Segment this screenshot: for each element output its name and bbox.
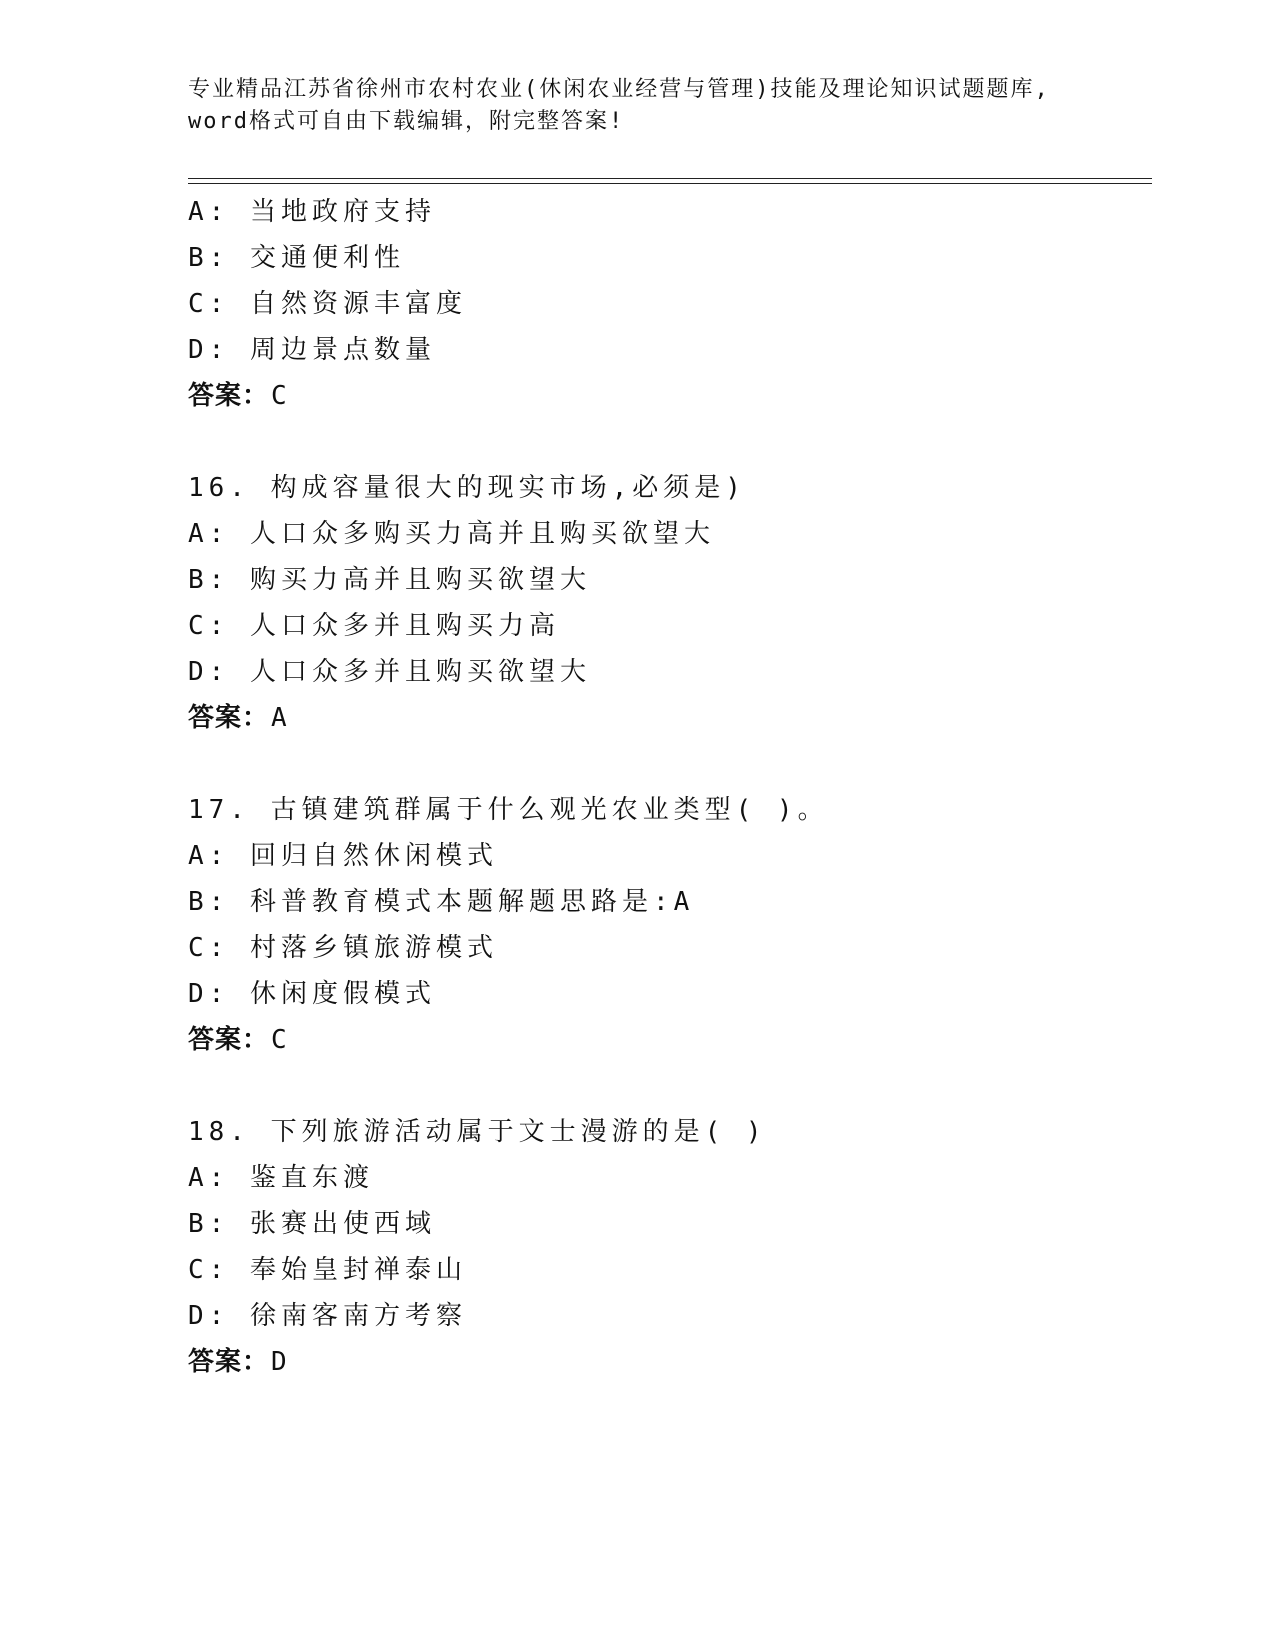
- option-d: D: 休闲度假模式: [188, 979, 436, 1009]
- option-c: C: 人口众多并且购买力高: [188, 611, 560, 641]
- option-d: D: 人口众多并且购买欲望大: [188, 657, 591, 687]
- option-b: B: 交通便利性: [188, 243, 405, 273]
- answer-line: [188, 695, 1148, 741]
- option-c: C: 奉始皇封禅泰山: [188, 1255, 467, 1285]
- document-header: [188, 74, 1148, 138]
- answer-label: 答案：: [188, 381, 270, 411]
- question-16-block: [188, 465, 1148, 741]
- answer-label: 答案：: [188, 1025, 270, 1055]
- option-a: A: 人口众多购买力高并且购买欲望大: [188, 519, 715, 549]
- answer-line: [188, 1017, 1148, 1063]
- option-b: B: 购买力高并且购买欲望大: [188, 565, 591, 595]
- header-line-1: 专业精品江苏省徐州市农村农业(休闲农业经营与管理)技能及理论知识试题题库,: [188, 77, 1050, 102]
- option-b: B: 科普教育模式本题解题思路是:A: [188, 887, 695, 917]
- answer-value: C: [271, 381, 288, 411]
- header-divider: [188, 178, 1152, 184]
- answer-label: 答案：: [188, 703, 270, 733]
- option-d: D: 徐南客南方考察: [188, 1301, 467, 1331]
- spacer: [188, 741, 1148, 787]
- spacer: [188, 419, 1148, 465]
- option-a: A: 当地政府支持: [188, 197, 436, 227]
- question-list: [188, 189, 1148, 1385]
- answer-line: [188, 373, 1148, 419]
- answer-value: A: [271, 703, 288, 733]
- header-line-2: word格式可自由下载编辑，附完整答案!: [188, 109, 625, 134]
- option-a: A: 鉴直东渡: [188, 1163, 374, 1193]
- question-text: 17. 古镇建筑群属于什么观光农业类型( )。: [188, 795, 829, 825]
- spacer: [188, 1063, 1148, 1109]
- option-c: C: 村落乡镇旅游模式: [188, 933, 498, 963]
- question-17-block: [188, 787, 1148, 1063]
- option-b: B: 张赛出使西域: [188, 1209, 436, 1239]
- question-text: 16. 构成容量很大的现实市场,必须是): [188, 473, 746, 503]
- question-text: 18. 下列旅游活动属于文士漫游的是( ): [188, 1117, 767, 1147]
- answer-value: C: [271, 1025, 288, 1055]
- question-18-block: [188, 1109, 1148, 1385]
- answer-value: D: [271, 1347, 288, 1377]
- answer-line: [188, 1339, 1148, 1385]
- option-d: D: 周边景点数量: [188, 335, 436, 365]
- option-a: A: 回归自然休闲模式: [188, 841, 498, 871]
- answer-label: 答案：: [188, 1347, 270, 1377]
- option-c: C: 自然资源丰富度: [188, 289, 467, 319]
- question-15-block: [188, 189, 1148, 419]
